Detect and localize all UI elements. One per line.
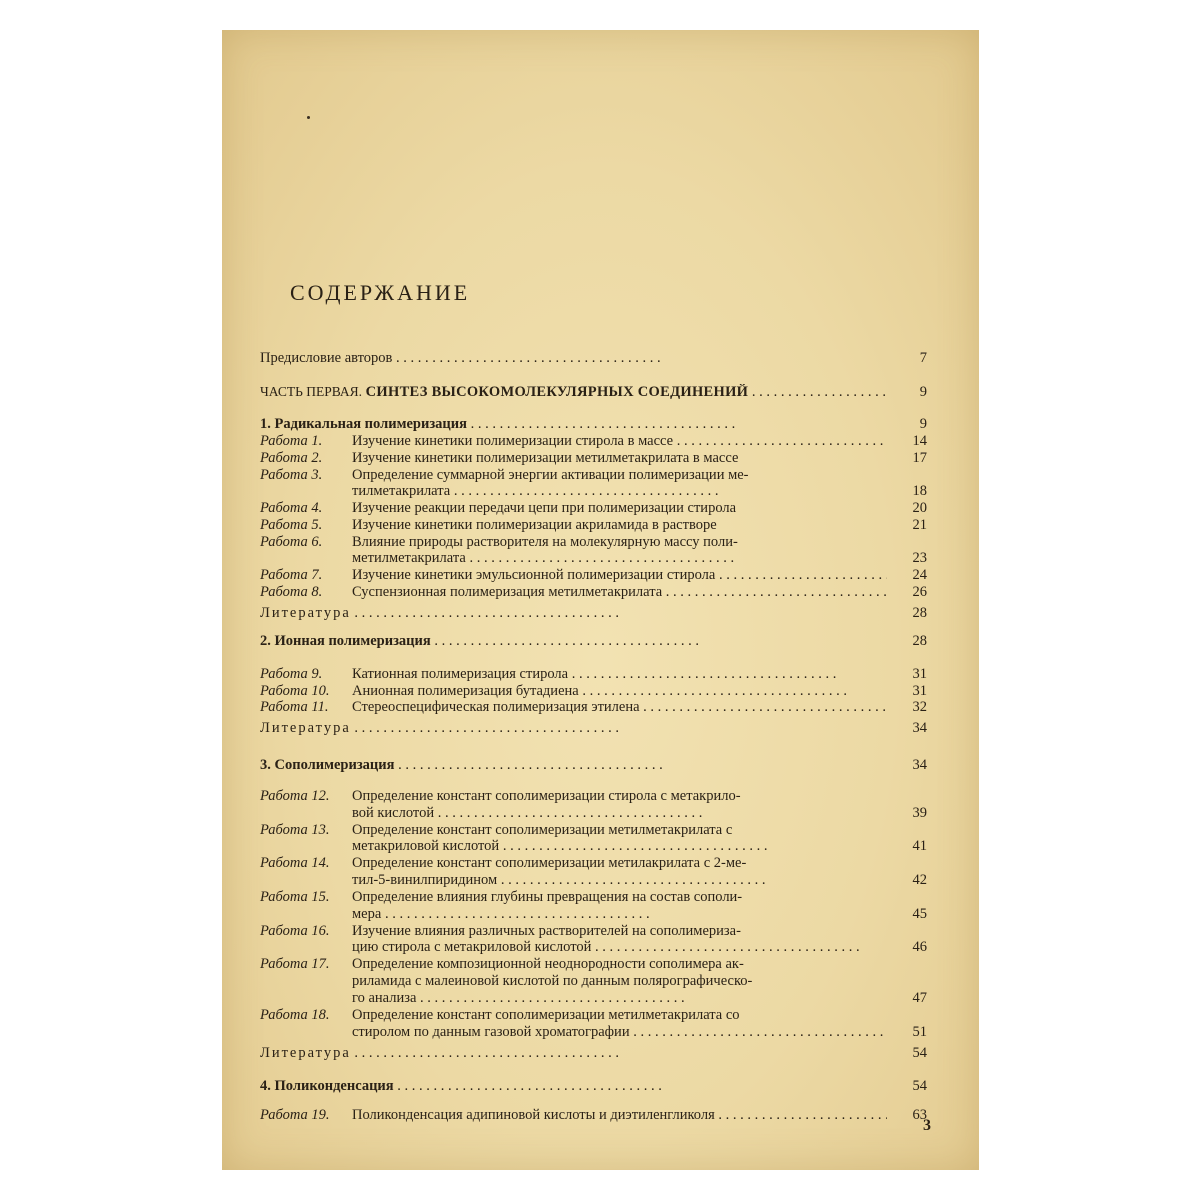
toc-part-heading (260, 384, 887, 400)
toc-page-number: 34 (912, 720, 927, 736)
work-title-continued: тил-5-винилпиридином . . (352, 872, 887, 888)
toc-page-number: 9 (919, 416, 927, 432)
work-title: Изучение кинетики полимеризации акриламида в растворе (352, 517, 717, 533)
literature-label: Литература . . (260, 605, 887, 621)
toc-entry-text: Предисловие авторов . . (260, 350, 887, 366)
part-label: ЧАСТЬ ПЕРВАЯ. (260, 384, 363, 399)
toc-work-2 (260, 450, 927, 466)
toc-page-number: 34 (912, 757, 927, 773)
toc-work-6-cont (260, 550, 927, 566)
toc-page-number: 17 (912, 450, 927, 466)
toc-work-19 (260, 1107, 927, 1123)
toc-literature-3 (260, 1045, 927, 1061)
literature-label: Литература . . (260, 1045, 887, 1061)
work-title: Катионная полимеризация стирола . . (352, 666, 887, 682)
toc-page-number: 63 (912, 1107, 927, 1123)
toc-page-number: 51 (912, 1024, 927, 1040)
toc-page-number: 7 (919, 350, 927, 366)
work-label: Работа 19. (260, 1107, 330, 1123)
work-title: Стереоспецифическая полимеризация этилена . . (352, 699, 887, 715)
work-title: Анионная полимеризация бутадиена . . (352, 683, 887, 699)
work-label: Работа 15. (260, 889, 330, 905)
work-title: Изучение кинетики эмульсионной полимеризации стирола . . (352, 567, 887, 583)
toc-page-number: 24 (912, 567, 927, 583)
toc-work-10 (260, 683, 927, 699)
toc-work-14 (260, 855, 927, 871)
work-title: Определение влияния глубины превращения на состав сополи- (352, 889, 743, 905)
toc-literature-1 (260, 605, 927, 621)
toc-section-title: 2. Ионная полимеризация . . (260, 633, 887, 649)
toc-entry-preface (260, 350, 927, 366)
toc-page-number: 45 (912, 906, 927, 922)
work-label: Работа 8. (260, 584, 323, 600)
toc-page-number: 26 (912, 584, 927, 600)
work-title-continued: риламида с малеиновой кислотой по данным полярографическо- (352, 973, 753, 989)
toc-page-number: 32 (912, 699, 927, 715)
work-title-continued: метакриловой кислотой . . (352, 838, 887, 854)
work-title: Изучение кинетики полимеризации метилметакрилата в массе (352, 450, 739, 466)
toc-section-title: 3. Сополимеризация . . (260, 757, 887, 773)
work-title-continued: метилметакрилата . . (352, 550, 887, 566)
toc-work-17 (260, 956, 927, 972)
toc-work-17-cont (260, 973, 927, 989)
toc-work-18-cont (260, 1024, 927, 1040)
work-title: Изучение реакции передачи цепи при полимеризации стирола (352, 500, 737, 516)
toc-work-6 (260, 534, 927, 550)
toc-page-number: 14 (912, 433, 927, 449)
toc-page-number: 23 (912, 550, 927, 566)
toc-work-14-cont (260, 872, 927, 888)
toc-work-16-cont (260, 939, 927, 955)
work-label: Работа 3. (260, 467, 323, 483)
toc-section-1 (260, 416, 927, 432)
page-speck (307, 116, 310, 119)
toc-page-number: 54 (912, 1045, 927, 1061)
work-title-continued: го анализа . . (352, 990, 887, 1006)
work-title: Изучение влияния различных растворителей на сополимериза- (352, 923, 741, 939)
toc-page-number: 47 (912, 990, 927, 1006)
work-label: Работа 1. (260, 433, 323, 449)
work-label: Работа 7. (260, 567, 323, 583)
work-label: Работа 16. (260, 923, 330, 939)
toc-work-13 (260, 822, 927, 838)
work-label: Работа 14. (260, 855, 330, 871)
work-label: Работа 12. (260, 788, 330, 804)
work-title-continued: тилметакрилата . . (352, 483, 887, 499)
work-title: Определение суммарной энергии активации полимеризации ме- (352, 467, 749, 483)
toc-page-number: 20 (912, 500, 927, 516)
work-title: Определение констант сополимеризации метилметакрилата со (352, 1007, 740, 1023)
work-title-continued: стиролом по данным газовой хроматографии . . (352, 1024, 887, 1040)
toc-work-3-cont (260, 483, 927, 499)
work-label: Работа 13. (260, 822, 330, 838)
toc-work-1 (260, 433, 927, 449)
toc-page-number: 18 (912, 483, 927, 499)
toc-work-8 (260, 584, 927, 600)
toc-page-number: 31 (912, 666, 927, 682)
work-title-continued: вой кислотой . . (352, 805, 887, 821)
toc-work-9 (260, 666, 927, 682)
toc-page-number: 21 (912, 517, 927, 533)
work-title: Определение констант сополимеризации метилакрилата с 2-ме- (352, 855, 747, 871)
work-title: Определение констант сополимеризации метилметакрилата с (352, 822, 733, 838)
work-title: Поликонденсация адипиновой кислоты и диэтиленгликоля . . (352, 1107, 887, 1123)
work-label: Работа 2. (260, 450, 323, 466)
toc-work-11 (260, 699, 927, 715)
toc-page-number: 9 (919, 384, 927, 400)
toc-page-number: 28 (912, 633, 927, 649)
toc-work-5 (260, 517, 927, 533)
toc-section-title: 4. Поликонденсация . . (260, 1078, 887, 1094)
work-title: Определение констант сополимеризации стирола с метакрило- (352, 788, 741, 804)
toc-page-number: 31 (912, 683, 927, 699)
work-title: Влияние природы растворителя на молекулярную массу поли- (352, 534, 738, 550)
toc-page-number: 39 (912, 805, 927, 821)
contents-title: СОДЕРЖАНИЕ (290, 280, 471, 305)
literature-label: Литература . . (260, 720, 887, 736)
work-label: Работа 10. (260, 683, 330, 699)
work-title-continued: мера . . (352, 906, 887, 922)
toc-page-number: 41 (912, 838, 927, 854)
toc-work-12 (260, 788, 927, 804)
toc-work-13-cont (260, 838, 927, 854)
work-title: Изучение кинетики полимеризации стирола в массе . . (352, 433, 887, 449)
work-label: Работа 18. (260, 1007, 330, 1023)
toc-page-number: 54 (912, 1078, 927, 1094)
toc-work-3 (260, 467, 927, 483)
toc-work-17-cont2 (260, 990, 927, 1006)
toc-page-number: 46 (912, 939, 927, 955)
toc-work-4 (260, 500, 927, 516)
toc-section-3 (260, 757, 927, 773)
toc-work-15 (260, 889, 927, 905)
work-label: Работа 6. (260, 534, 323, 550)
work-title-continued: цию стирола с метакриловой кислотой . . (352, 939, 887, 955)
work-label: Работа 4. (260, 500, 323, 516)
work-label: Работа 11. (260, 699, 329, 715)
work-label: Работа 5. (260, 517, 323, 533)
work-title: Суспензионная полимеризация метилметакрилата . . (352, 584, 887, 600)
work-label: Работа 9. (260, 666, 323, 682)
page-number: 3 (923, 1117, 931, 1134)
toc-work-7 (260, 567, 927, 583)
toc-work-16 (260, 923, 927, 939)
toc-work-12-cont (260, 805, 927, 821)
book-page (222, 30, 979, 1170)
toc-entry-part-one (260, 384, 927, 400)
part-title: СИНТЕЗ ВЫСОКОМОЛЕКУЛЯРНЫХ СОЕДИНЕНИЙ (365, 384, 749, 400)
work-title: Определение композиционной неоднородности сополимера ак- (352, 956, 744, 972)
toc-work-15-cont (260, 906, 927, 922)
toc-section-4 (260, 1078, 927, 1094)
toc-literature-2 (260, 720, 927, 736)
toc-page-number: 28 (912, 605, 927, 621)
toc-section-2 (260, 633, 927, 649)
toc-page-number: 42 (912, 872, 927, 888)
toc-section-title: 1. Радикальная полимеризация . . (260, 416, 887, 432)
toc-work-18 (260, 1007, 927, 1023)
work-label: Работа 17. (260, 956, 330, 972)
